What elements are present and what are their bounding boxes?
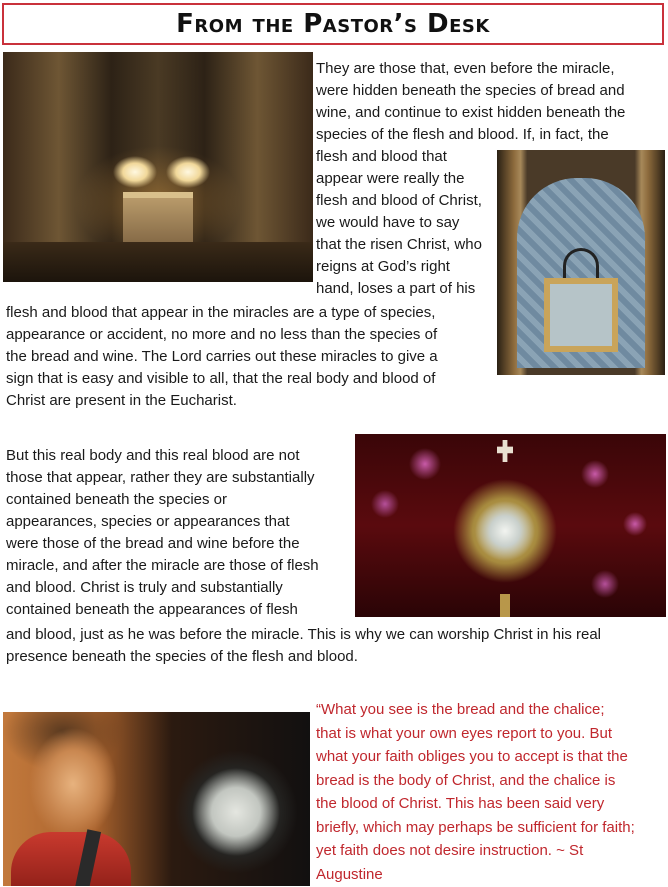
quote-line: briefly, which may perhaps be sufficient for faith; (316, 818, 635, 836)
quote-line: Augustine (316, 865, 383, 883)
monstrance-stem (500, 594, 510, 617)
cross-icon (497, 440, 513, 462)
page-header (2, 3, 664, 45)
text-line: wine, and continue to exist hidden beneath the (316, 104, 626, 121)
cathedral-interior-image (3, 52, 313, 282)
text-line: flesh and blood that appear in the miracles are a type of species, (6, 304, 436, 321)
text-line: flesh and blood that (316, 148, 447, 165)
text-line: were hidden beneath the species of bread and (316, 82, 625, 99)
page-title: From the Pastor’s Desk (176, 9, 490, 39)
text-line: appear were really the (316, 170, 465, 187)
section2-left-text (6, 445, 352, 621)
section1-wide-text (316, 58, 666, 146)
text-line: sign that is easy and visible to all, that the real body and blood of (6, 370, 436, 387)
text-line: that the risen Christ, who (316, 236, 482, 253)
floor-shape (3, 242, 313, 282)
section1-full-text (6, 302, 496, 412)
text-line: They are those that, even before the miracle, (316, 60, 615, 77)
reliquary-crown (563, 248, 599, 280)
text-line: Christ are present in the Eucharist. (6, 392, 237, 409)
red-shirt-shape (11, 832, 131, 886)
text-line: appearances, species or appearances that (6, 513, 290, 530)
text-line: miracle, and after the miracle are those of flesh (6, 557, 319, 574)
text-line: But this real body and this real blood are not (6, 447, 300, 464)
portrait-monstrance-image (3, 712, 310, 886)
text-line: we would have to say (316, 214, 460, 231)
text-line: those that appear, rather they are substantially (6, 469, 315, 486)
text-line: flesh and blood of Christ, (316, 192, 482, 209)
text-line: the bread and wine. The Lord carries out these miracles to give a (6, 348, 438, 365)
text-line: and blood. Christ is truly and substantially (6, 579, 283, 596)
section1-narrow-text (316, 146, 496, 300)
reliquary-niche-image (497, 150, 665, 375)
quote-line: bread is the body of Christ, and the chalice is (316, 771, 616, 789)
augustine-quote (316, 698, 666, 886)
text-line: species of the flesh and blood. If, in fact, the (316, 126, 609, 143)
text-line: presence beneath the species of the flesh and blood. (6, 648, 358, 665)
text-line: contained beneath the appearances of flesh (6, 601, 298, 618)
quote-line: “What you see is the bread and the chalice; (316, 701, 605, 718)
text-line: were those of the bread and wine before the (6, 535, 300, 552)
quote-line: that is what your own eyes report to you. But (316, 724, 612, 742)
text-line: reigns at God’s right (316, 258, 450, 275)
text-line: and blood, just as he was before the miracle. This is why we can worship Christ in his real (6, 626, 601, 643)
text-line: appearance or accident, no more and no less than the species of (6, 326, 438, 343)
reliquary-frame (544, 278, 618, 352)
monstrance-flowers-image (355, 434, 666, 617)
quote-line: what your faith obliges you to accept is that the (316, 748, 628, 765)
quote-line: the blood of Christ. This has been said very (316, 795, 605, 812)
text-line: hand, loses a part of his (316, 280, 476, 297)
text-line: contained beneath the species or (6, 491, 227, 508)
quote-line: yet faith does not desire instruction. ~ St (316, 842, 584, 859)
section2-full-text (6, 624, 666, 668)
